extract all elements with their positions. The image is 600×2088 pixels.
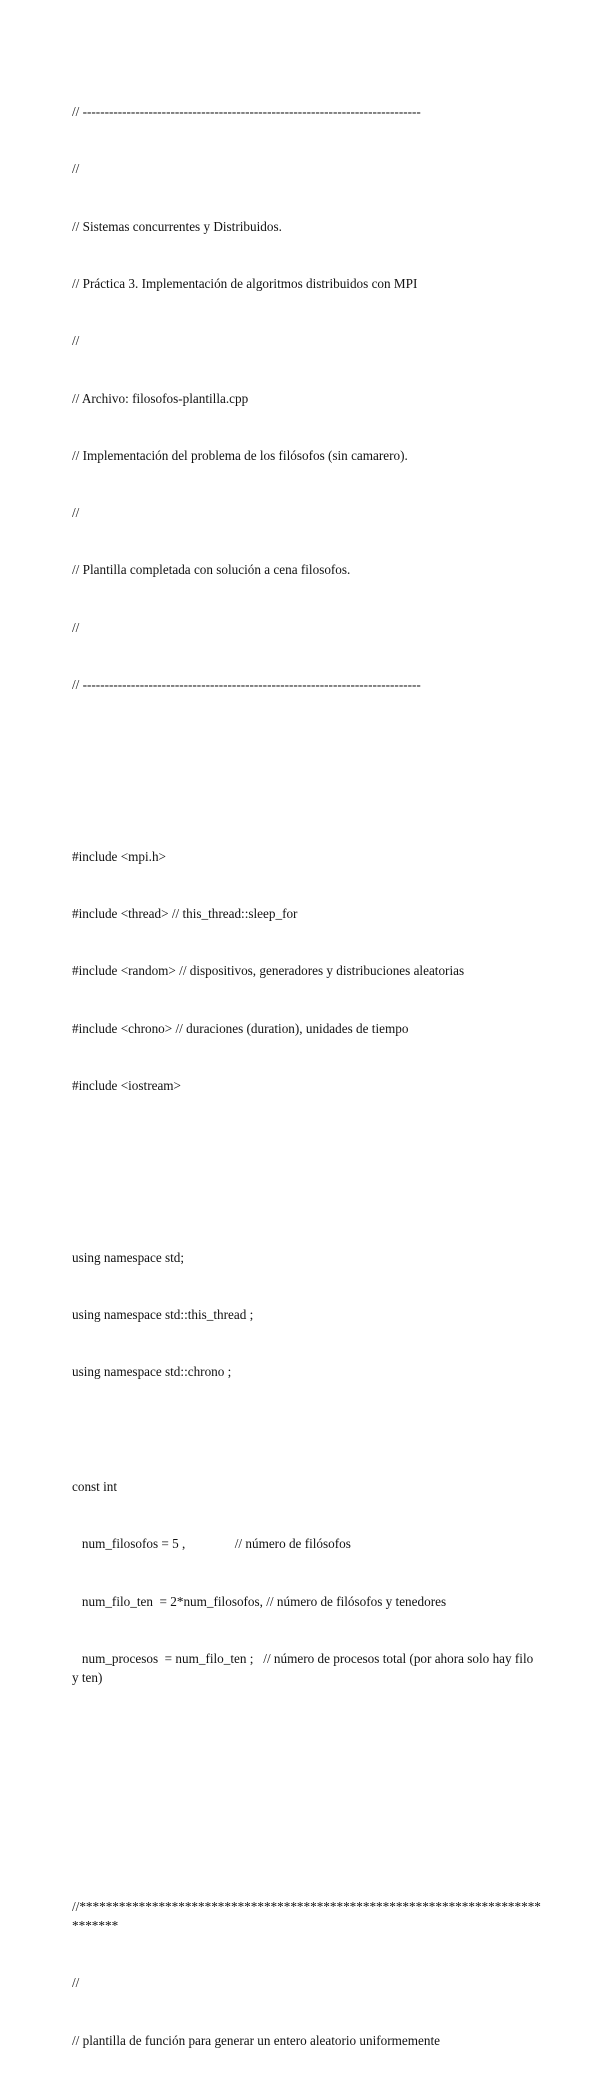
blank-line [72,1191,542,1210]
const-declaration-line: num_procesos = num_filo_ten ; // número de procesos total (por ahora solo hay filo y ten) [72,1650,537,1685]
include-line: #include <random> // dispositivos, generadores y distribuciones aleatorias [72,963,465,979]
comment-line: // [72,619,80,635]
comment-line: // Implementación del problema de los filósofos (sin camarero). [72,447,408,463]
const-declaration-line: num_filosofos = 5 , // número de filósofos [72,1536,351,1552]
comment-line: // [72,1975,80,1991]
blank-line [72,1840,542,1859]
comment-line: // [72,505,80,521]
blank-line [72,1782,542,1801]
const-declaration-line: const int [72,1478,118,1494]
blank-line [72,732,542,751]
comment-line: // ----------------------------------------------------------------------------- [72,104,421,120]
comment-line: // Archivo: filosofos-plantilla.cpp [72,390,249,406]
const-declaration-line: num_filo_ten = 2*num_filosofos, // número de filósofos y tenedores [72,1593,447,1609]
comment-line: // Plantilla completada con solución a cena filosofos. [72,562,351,578]
blank-line [72,790,542,809]
source-code-text [72,64,542,2088]
using-namespace-line: using namespace std::chrono ; [72,1364,232,1380]
comment-line: // Sistemas concurrentes y Distribuidos. [72,218,282,234]
using-namespace-line: using namespace std::this_thread ; [72,1307,254,1323]
include-line: #include <thread> // this_thread::sleep_for [72,906,298,922]
using-namespace-line: using namespace std; [72,1249,185,1265]
include-line: #include <iostream> [72,1077,181,1093]
blank-line [72,1725,542,1744]
comment-line: // Práctica 3. Implementación de algoritmos distribuidos con MPI [72,276,418,292]
include-line: #include <chrono> // duraciones (duration), unidades de tiempo [72,1020,409,1036]
comment-line: // [72,333,80,349]
blank-line [72,1420,542,1439]
blank-line [72,1133,542,1152]
include-line: #include <mpi.h> [72,848,166,864]
comment-line: //***************************************************************************** [72,1899,541,1934]
comment-line: // plantilla de función para generar un entero aleatorio uniformemente [72,2032,440,2048]
comment-line: // ----------------------------------------------------------------------------- [72,677,421,692]
comment-line: // [72,161,80,177]
